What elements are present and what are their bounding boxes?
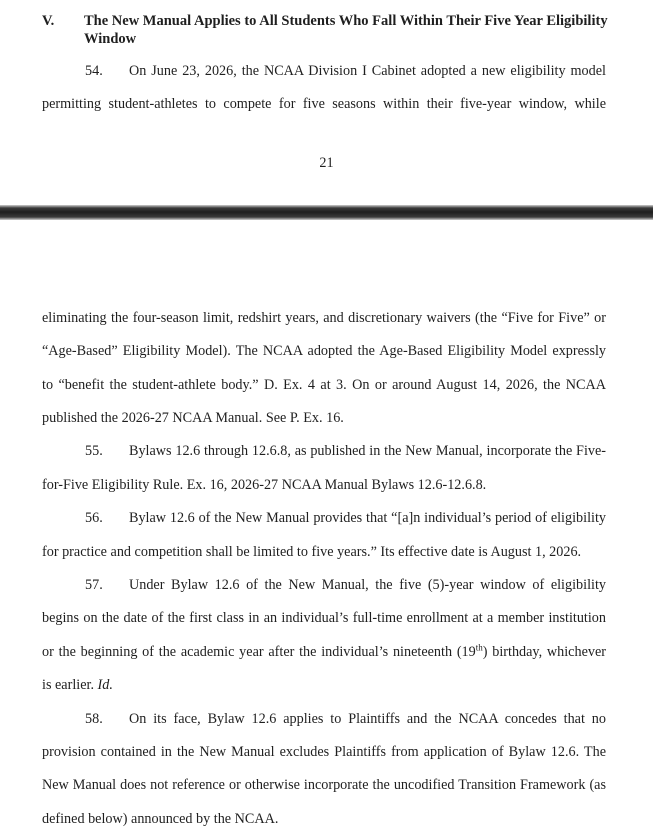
section-heading [84, 12, 614, 48]
paragraph-58-line-1: 58. On its face, Bylaw 12.6 applies to Plaintiffs and the NCAA concedes that no [85, 711, 606, 727]
section-heading-line-2: Window [84, 31, 137, 47]
page-22 [0, 220, 653, 838]
paragraph-57-line-3: or the beginning of the academic year after the individual’s nineteenth (19th) birthday, whichever [42, 642, 606, 660]
paragraph-54-line-4: “Age-Based” Eligibility Model). The NCAA adopted the Age-Based Eligibility Model expressly [42, 343, 606, 359]
paragraph-55-line-2: for-Five Eligibility Rule. Ex. 16, 2026-27 NCAA Manual Bylaws 12.6-12.6.8. [42, 477, 487, 493]
paragraph-57-line-1: 57. Under Bylaw 12.6 of the New Manual, the five (5)-year window of eligibility [85, 577, 606, 593]
paragraph-number: 54. [85, 63, 103, 79]
paragraph-54-line-6: published the 2026-27 NCAA Manual. See P. Ex. 16. [42, 410, 344, 426]
paragraph-55-line-1: 55. Bylaws 12.6 through 12.6.8, as published in the New Manual, incorporate the Five- [85, 443, 606, 459]
paragraph-56-line-1: 56. Bylaw 12.6 of the New Manual provides that “[a]n individual’s period of eligibility [85, 510, 606, 526]
paragraph-54-line-2: permitting student-athletes to compete for five seasons within their five-year window, while [42, 96, 606, 112]
paragraph-58-line-4: defined below) announced by the NCAA. [42, 811, 279, 827]
paragraph-54-line-1: 54. On June 23, 2026, the NCAA Division I Cabinet adopted a new eligibility model [85, 63, 606, 79]
section-number: V. [42, 13, 55, 29]
paragraph-58-line-3: New Manual does not reference or otherwise incorporate the uncodified Transition Framework (as [42, 777, 606, 793]
paragraph-54-line-3: eliminating the four-season limit, redshirt years, and discretionary waivers (the “Five for Five” or [42, 310, 606, 326]
paragraph-57-line-2: begins on the date of the first class in an individual’s full-time enrollment at a member institution [42, 610, 606, 626]
paragraph-number: 57. [85, 577, 103, 593]
section-heading-line-1: The New Manual Applies to All Students Who Fall Within Their Five Year Eligibility [84, 13, 608, 29]
paragraph-number: 55. [85, 443, 103, 459]
page-number: 21 [319, 155, 334, 171]
page-21 [0, 0, 653, 205]
paragraph-56-line-2: for practice and competition shall be limited to five years.” Its effective date is August 1, 2026. [42, 544, 582, 560]
paragraph-number: 56. [85, 510, 103, 526]
page-break-divider [0, 205, 653, 220]
paragraph-54-line-5: to “benefit the student-athlete body.” D. Ex. 4 at 3. On or around August 14, 2026, the NCAA [42, 377, 606, 393]
paragraph-58-line-2: provision contained in the New Manual excludes Plaintiffs from application of Bylaw 12.6. The [42, 744, 606, 760]
citation-id: Id. [97, 677, 113, 693]
paragraph-number: 58. [85, 711, 103, 727]
paragraph-57-line-4: is earlier. Id. [42, 677, 113, 693]
